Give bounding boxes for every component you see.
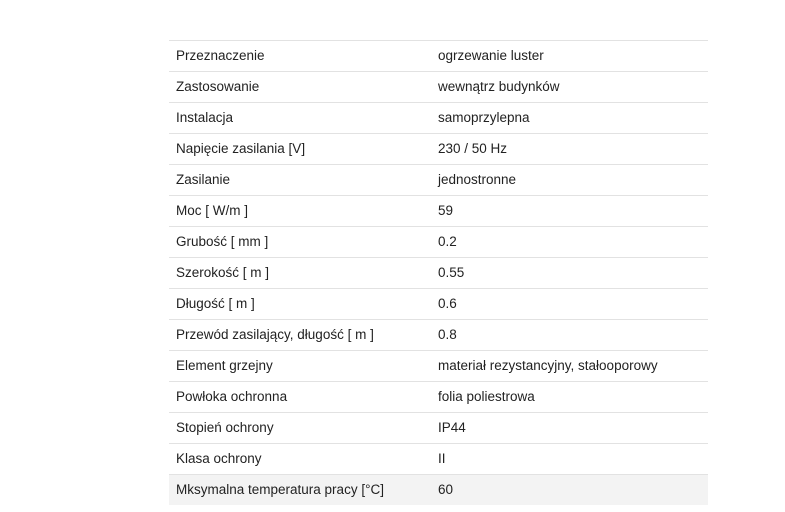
spec-label: Zastosowanie	[169, 72, 431, 103]
spec-label: Długość [ m ]	[169, 289, 431, 320]
table-row	[169, 196, 708, 227]
spec-label: Napięcie zasilania [V]	[169, 134, 431, 165]
spec-label: Element grzejny	[169, 351, 431, 382]
table-row	[169, 351, 708, 382]
spec-value: IP44	[431, 413, 708, 444]
table-row	[169, 413, 708, 444]
spec-value: 60	[431, 475, 708, 506]
spec-value: 59	[431, 196, 708, 227]
spec-label: Przeznaczenie	[169, 41, 431, 72]
table-row	[169, 72, 708, 103]
spec-label: Powłoka ochronna	[169, 382, 431, 413]
table-row	[169, 134, 708, 165]
table-row	[169, 444, 708, 475]
table-row	[169, 103, 708, 134]
spec-label: Przewód zasilający, długość [ m ]	[169, 320, 431, 351]
spec-label: Instalacja	[169, 103, 431, 134]
spec-label: Mksymalna temperatura pracy [°C]	[169, 475, 431, 506]
spec-value: 0.55	[431, 258, 708, 289]
table-row	[169, 227, 708, 258]
spec-value: 0.2	[431, 227, 708, 258]
spec-value: wewnątrz budynków	[431, 72, 708, 103]
spec-label: Grubość [ mm ]	[169, 227, 431, 258]
spec-label: Klasa ochrony	[169, 444, 431, 475]
table-row	[169, 320, 708, 351]
spec-value: II	[431, 444, 708, 475]
spec-value: 230 / 50 Hz	[431, 134, 708, 165]
spec-label: Stopień ochrony	[169, 413, 431, 444]
spec-value: ogrzewanie luster	[431, 41, 708, 72]
spec-value: 0.6	[431, 289, 708, 320]
spec-label: Moc [ W/m ]	[169, 196, 431, 227]
table-row	[169, 382, 708, 413]
spec-value: 0.8	[431, 320, 708, 351]
spec-value: folia poliestrowa	[431, 382, 708, 413]
spec-value: samoprzylepna	[431, 103, 708, 134]
spec-label: Zasilanie	[169, 165, 431, 196]
spec-value: jednostronne	[431, 165, 708, 196]
table-row	[169, 258, 708, 289]
spec-label: Szerokość [ m ]	[169, 258, 431, 289]
table-row	[169, 289, 708, 320]
spec-value: materiał rezystancyjny, stałooporowy	[431, 351, 708, 382]
table-row-highlighted	[169, 475, 708, 506]
table-row	[169, 165, 708, 196]
specification-table	[169, 40, 708, 505]
table-row	[169, 41, 708, 72]
